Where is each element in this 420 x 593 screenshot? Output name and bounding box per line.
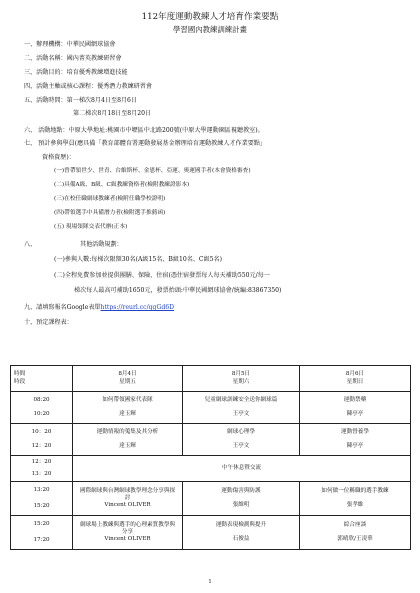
schedule-table [10,365,411,550]
document-subtitle: 學習國內教練訓練計畫 [173,25,247,34]
item-schedule-heading: 十、預定課程表： [24,319,73,326]
time-slot: 13:20 15:20 [11,482,73,516]
qualification-2: (二)具備A級、B級、C級教練資格者(檢附教練證影本) [54,182,190,188]
session-cell: 運動情報的蒐集及其分析 達玉輝 [73,424,183,456]
page-number: 1 [208,579,212,585]
plan-2: (二)全程免費参加並提供團膳、保險、住宿(憑住宿發票每人每天補助550元/每一 [54,272,270,279]
table-row [11,392,411,424]
item-time-second: 第二梯次8月18日至8月20日 [73,110,152,117]
item-purpose: 三、活動目的：培育優秀教練增進技能 [24,69,128,76]
document-title: 112年度運動教練人才培育作業要點 [141,12,279,22]
session-cell: 國際網球與台灣網球教學理念分享與探討 Vincent OLIVER [73,482,183,516]
header-day-2: 8月5日 星期六 [183,366,300,392]
session-cell: 如何做一位稱職的選手教練 張孝維 [300,482,411,516]
time-slot: 10：20 12：20 [11,424,73,456]
table-row-break [11,456,411,482]
plan-1: (一)參與人數:每梯次限額30名(A級15名、B級10名、C級5名) [54,256,223,263]
item-core-course: 四、活動主軸或核心課程：優秀潛力教練研習會 [24,83,152,90]
qualification-1: (一)曾帶領世少、世青、台維斯杯、金恩杯、亞運、奧運國手者(本會資格審查) [54,168,251,174]
item-organizer: 一、辦理機構：中華民國網球協會 [24,41,116,48]
table-row [11,516,411,550]
session-cell: 網球心理學 王亭文 [183,424,300,456]
session-cell: 運動營養學 陳亭亭 [300,424,411,456]
qualification-3: (三)在校任職網球教練者(檢附任職學校證明) [54,196,166,202]
qualification-4: (四)帶領選手中具備潛力者(檢附選手推薦函) [54,210,166,216]
item-participants: 七、 預計參與學員(應具備「教育部體育署運動發展基金辦理培育運動教練人才作業要點」 [24,140,266,147]
session-cell: 運動表現檢測與提升 石俊益 [183,516,300,550]
table-header-row [11,366,411,392]
plan-2-cont: 梯次每人最高可補助1650元，發票抬頭:中華民國網球協會/統編:83867350) [74,287,282,294]
session-cell: 如何帶領國家代表隊 達玉輝 [73,392,183,424]
session-cell: 網球場上教練與選手的心理素質教學與分享 Vincent OLIVER [73,516,183,550]
session-cell: 兒童網球訓練安全送你網球篇 王亭文 [183,392,300,424]
header-corner: 時間 時段 [11,366,73,392]
session-cell: 運動傷害與防護 張維明 [183,482,300,516]
qualification-5: (五) 現場領隊交表代辦(正本) [54,224,128,230]
registration-link[interactable]: https://reurl.cc/qgGd6D [100,304,174,311]
time-slot: 15:20 17:20 [11,516,73,550]
time-slot: 12：20 13：20 [11,456,73,482]
lunch-break-cell: 中午休息暨交流 [73,456,411,482]
item-participants-cont: 資格資歷)： [42,154,75,161]
item-activity-name: 二、活動名稱：國內菁英教練研習會 [24,55,122,62]
table-row [11,424,411,456]
header-day-3: 8月6日 星期日 [300,366,411,392]
table-row [11,482,411,516]
time-slot: 08:20 10:20 [11,392,73,424]
session-cell: 綜合座談 郭晴欣/王凌華 [300,516,411,550]
item-location: 六、 活動地點：中原大學地址:桃園市中壢區中北路200號(中原大學運動園區視聽教室)。 [24,127,264,134]
session-cell: 運動禁藥 陳亭亭 [300,392,411,424]
item-registration: 九、請填寫報名Google表單https://reurl.cc/qgGd6D [24,304,174,311]
header-day-1: 8月4日 星期五 [73,366,183,392]
item-other-plans: 八、 其他活動規劃： [24,241,123,248]
item-time: 五、活動時間：第一梯次8月4日至8月6日 [24,97,138,104]
